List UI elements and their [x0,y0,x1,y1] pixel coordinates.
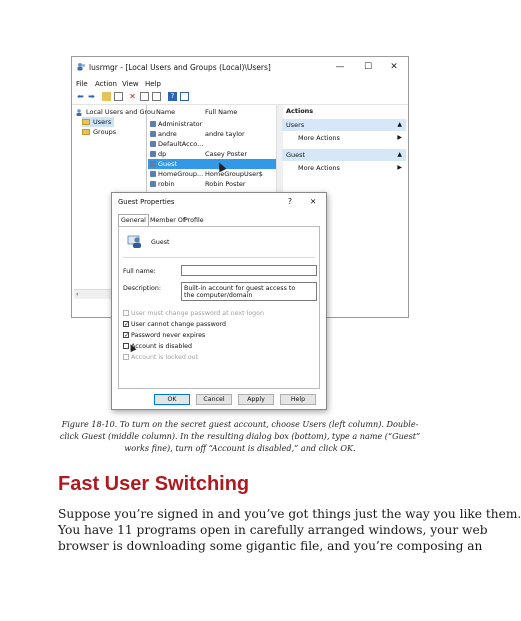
table-row[interactable] [148,159,276,169]
dialog-help-button[interactable]: ? [288,197,292,206]
more-actions-users[interactable]: More Actions [298,134,340,142]
user-icon [150,171,156,177]
maximize-button[interactable]: ☐ [363,62,373,72]
general-tab-panel [118,226,320,389]
mmc-pane-icon[interactable] [180,92,189,101]
minimize-button[interactable]: — [335,62,345,72]
dialog-close-button[interactable]: ✕ [310,197,317,206]
actions-section-users[interactable] [282,119,406,131]
menu-bar [72,78,408,90]
menu-action[interactable]: Action [95,80,117,88]
collapse-icon[interactable]: ▲ [397,121,402,128]
full-name-field[interactable] [181,265,317,276]
table-row[interactable] [148,149,276,159]
dialog-title: Guest Properties [118,198,175,206]
user-icon [150,121,156,127]
checkbox-account-locked-out[interactable] [123,353,198,362]
toolbar [72,90,408,105]
checkbox-password-never-expires[interactable] [123,331,205,340]
tree-item-groups-label: Groups [93,128,117,136]
help-button[interactable]: Help [280,394,316,405]
user-icon [150,181,156,187]
table-row[interactable] [148,169,276,179]
menu-file[interactable]: File [76,80,88,88]
folder-icon [82,119,90,125]
back-arrow-icon[interactable]: ⬅ [77,92,84,101]
row-name: DefaultAcco... [158,140,204,148]
table-row[interactable] [148,139,276,149]
user-icon [150,161,156,167]
submenu-arrow-icon: ▶ [397,134,402,141]
row-full-name: Robin Poster [205,180,246,188]
checkbox-label: Password never expires [131,332,206,339]
description-value: Built-in account for guest access to the computer/domain [184,285,296,299]
actions-header-label: Actions [286,107,314,115]
checkmark-icon[interactable]: ✓ [124,332,130,339]
checkbox-label: Account is locked out [131,354,199,361]
paragraph-line: browser is downloading some gigantic file, and you’re composing an [58,539,483,553]
window-title: lusrmgr - [Local Users and Groups (Local)\Users] [89,63,271,72]
table-row[interactable] [148,129,276,139]
submenu-arrow-icon: ▶ [397,164,402,171]
tree-root-label: Local Users and Grou [86,108,156,116]
users-list [148,105,276,195]
cancel-button[interactable]: Cancel [196,394,232,405]
forward-arrow-icon[interactable]: ➡ [88,92,95,101]
checkbox-label: User cannot change password [131,321,227,328]
more-actions-guest[interactable]: More Actions [298,164,340,172]
full-name-label: Full name: [123,268,156,275]
tab-general[interactable]: General [118,214,149,227]
tab-profile[interactable]: Profile [184,217,204,224]
table-row[interactable] [148,179,276,189]
description-label: Description: [123,285,161,292]
row-name: dp [158,150,167,158]
title-bar [72,57,408,78]
paragraph-line: Suppose you’re signed in and you’ve got things just the way you like them. [58,507,521,521]
menu-view[interactable]: View [122,80,139,88]
checkbox-cannot-change-password[interactable] [123,320,226,329]
actions-section-users-label: Users [286,121,305,129]
collapse-icon[interactable]: ▲ [397,151,402,158]
table-row[interactable] [148,119,276,129]
row-name: andre [158,130,177,138]
menu-help[interactable]: Help [145,80,161,88]
users-app-icon [77,62,86,71]
row-name: Guest [158,160,178,168]
actions-section-guest-label: Guest [286,151,306,159]
ok-button[interactable]: OK [154,394,190,405]
tree-root[interactable] [76,107,155,117]
figure-caption: Figure 18-10. To turn on the secret guest account, choose Users (left column). Double-click Guest (middle column). In the resulting dialog box (bottom), type a name (“Guest” works fine), turn off “Account is disabled,” and click OK. [59,419,421,453]
checkbox-icon[interactable] [123,310,129,316]
row-full-name: Casey Poster [205,150,248,158]
tree-item-users[interactable] [82,117,114,127]
scroll-left-icon[interactable]: ‹ [76,291,79,298]
up-folder-icon[interactable] [102,92,111,101]
section-heading: Fast User Switching [58,473,250,495]
checkbox-label: User must change password at next logon [131,310,265,317]
user-icon [150,141,156,147]
user-icon [150,131,156,137]
guest-properties-dialog [111,192,327,410]
close-button[interactable]: ✕ [390,62,398,72]
tree-item-groups[interactable] [82,127,116,137]
column-header-full-name[interactable]: Full Name [205,108,238,116]
actions-section-guest[interactable] [282,149,406,161]
row-name: HomeGroup... [158,170,204,178]
checkbox-must-change-password[interactable] [123,309,264,318]
export-list-icon[interactable] [152,92,161,101]
properties-icon[interactable] [140,92,149,101]
body-paragraph [58,506,521,554]
separator [123,257,315,258]
row-full-name: HomeGroupUser$ [205,170,263,178]
users-group-icon [76,109,84,116]
folder-icon [82,129,90,135]
row-name: robin [158,180,175,188]
show-hide-tree-icon[interactable] [114,92,123,101]
paragraph-line: You have 11 programs open in carefully arranged windows, your web [58,523,488,537]
delete-icon[interactable]: ✕ [129,92,136,101]
checkbox-icon[interactable] [123,354,129,360]
checkbox-label: Account is disabled [131,343,192,350]
description-field[interactable] [181,282,317,301]
actions-header [282,105,406,117]
tab-member-of[interactable]: Member Of [150,217,186,224]
row-name: Administrator [158,120,203,128]
user-name: Guest [151,239,170,246]
tree-item-users-label: Users [93,118,112,126]
help-icon[interactable]: ? [168,92,177,101]
column-header-name[interactable]: Name [156,108,176,116]
checkmark-icon[interactable]: ✓ [124,321,130,328]
row-full-name: andre taylor [205,130,245,138]
user-icon [150,151,156,157]
user-icon [127,235,143,249]
apply-button[interactable]: Apply [238,394,274,405]
